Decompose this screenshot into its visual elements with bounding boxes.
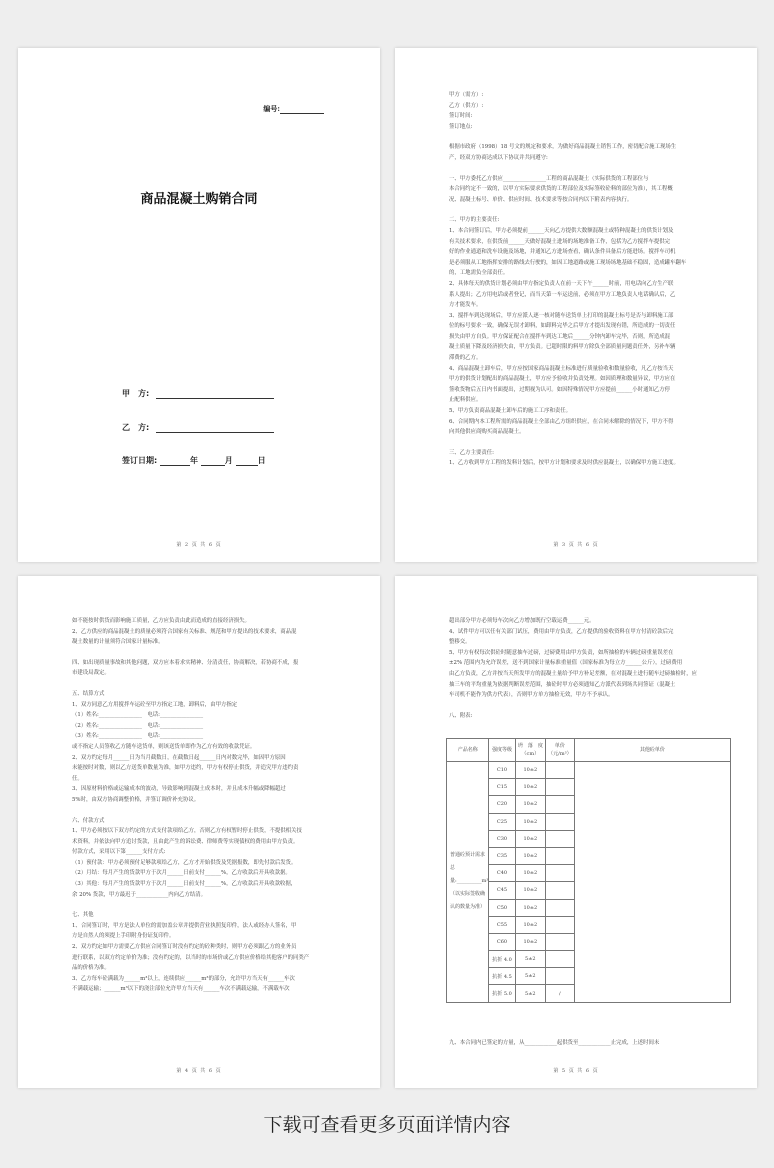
- grade-cell: C60: [489, 933, 515, 950]
- text-line: （1）姓名:________________ 电话:________________: [72, 712, 204, 719]
- slump-cell: 10±2: [515, 916, 545, 933]
- text-line: 损失由甲方自负。甲方保证配合在搅拌车到达工地后______分钟内卸车完毕，否则，所造成混: [449, 333, 671, 340]
- text-line: 本合同约定不一致的，以甲方实际要求供货的工程部位及实际签收砼料的部位为准），其工程概: [449, 186, 673, 193]
- price-cell: [546, 779, 575, 796]
- text-line: 3、搅拌车到达现场后，甲方应派人逐一核对随车送货单上打印的混凝土标号是否与卸料施工部: [449, 312, 674, 319]
- text-line: 2、双方约定每月______日为当月截数日，在截数日起______日内对数完毕，如因甲方原因: [72, 754, 286, 761]
- text-line: （3）其他：每月产生的货款甲方于次月______日前支付______%，乙方收款后开具收款收据，: [72, 881, 297, 888]
- download-caption: 下载可查看更多页面详情内容: [263, 1114, 511, 1136]
- table-header-cell: 单价（元/m³）: [546, 739, 575, 762]
- text-line: 1、甲方必须按以下双方约定的方式支付款项给乙方，否则乙方有权暂时停止供货，不提供相关技: [72, 828, 302, 835]
- text-line: 5、甲方有权每次供砼时随意抽车过磅，过磅费用由甲方负责，如所抽检的车辆过磅重量误差在: [449, 649, 674, 656]
- grade-cell: C40: [489, 865, 515, 882]
- table-header-cell: 其他砼单价: [574, 739, 730, 762]
- text-line: 三、乙方主要责任:: [449, 449, 494, 456]
- contract-number-label: 编号:: [263, 104, 280, 113]
- text-line: 滞费的乙方。: [449, 355, 482, 362]
- slump-cell: 10±2: [515, 779, 545, 796]
- page-footer: 第 2 页 共 6 页: [176, 542, 222, 548]
- text-line: 凝土质量下降及经济损失由，甲方负责。已超时限的料甲方除负全部质量问题责任外，另补车辆: [449, 344, 676, 351]
- text-line: 2、乙方供应的商品混凝土的质量必须符合国家有关标准、规范和甲方提出的技术要求，商品混: [72, 628, 297, 635]
- contract-number: [263, 104, 324, 114]
- text-line: 1、本合同签订后，甲方必须提前______天向乙方提供大数额混凝土或特种混凝土的供货计划及: [449, 227, 674, 234]
- grade-cell: C35: [489, 847, 515, 864]
- page-3-body: [449, 90, 727, 469]
- slump-cell: 10±2: [515, 762, 545, 779]
- page-4: [18, 576, 380, 1088]
- text-line: 七、其他: [72, 912, 94, 919]
- slump-cell: 10±2: [515, 933, 545, 950]
- page-5-body: [449, 616, 727, 721]
- text-line: 是必须服从工地指挥安排的路线去行驶的，如因工地道路或施工现场场地基础不稳固，造成罐车翻车: [449, 259, 687, 266]
- price-cell: [546, 968, 575, 985]
- price-cell: [546, 916, 575, 933]
- page-5: [395, 576, 757, 1088]
- text-line: 由乙方负责，乙方并按当天所发甲方的混凝土量给予甲方补足差额，在对混凝土进行随车过磅抽检时，应: [449, 670, 697, 677]
- text-line: （1）预付款：甲方必须预付足够款项给乙方，乙方才开始供货及凭据报数，即先付款后发货。: [72, 859, 297, 866]
- text-line: 签订时间:: [449, 113, 473, 120]
- text-line: 如不能按时供货而影响施工质量，乙方应负责由此而造成的直接经济损失。: [72, 618, 250, 624]
- page-footer: 第 3 页 共 6 页: [553, 542, 599, 548]
- text-line: 市建设局裁定。: [72, 670, 110, 677]
- text-line: 一、甲方委托乙方供应________________工程的商品混凝土（实际供货的工程部位与: [449, 175, 649, 182]
- slump-cell: 10±2: [515, 796, 545, 813]
- text-line: 乙方（供方）:: [449, 102, 484, 109]
- text-line: 超出部分甲方必须每车次向乙方增加既行空载运费______元。: [449, 618, 595, 624]
- text-line: 2、双方约定如甲方需要乙方供应合同签订时没有约定的砼种类时，则甲方必须跟乙方的业务员: [72, 944, 297, 951]
- party-b-label: 乙 方:: [122, 423, 150, 432]
- slump-cell: 10±2: [515, 830, 545, 847]
- text-line: ±2% 范围内为允许误差，送不到国家计量标准重量值（国家标准为每立方______公斤），过磅费用: [449, 660, 683, 667]
- text-line: 二、甲方的主要责任:: [449, 217, 500, 224]
- grade-cell: C45: [489, 882, 515, 899]
- grade-cell: C10: [489, 762, 515, 779]
- text-line: 5、甲方负责商品混凝土卸车后的施工工序和责任。: [449, 408, 572, 415]
- price-cell: [546, 951, 575, 968]
- grade-cell: C20: [489, 796, 515, 813]
- text-line: 1、乙方收到甲方工程的发料计划后，按甲方计划和要求及时供应混凝土，以确保甲方施工进度。: [449, 460, 679, 467]
- grade-cell: 抗折 4.5: [489, 968, 515, 985]
- text-line: 6、合同期内本工程所需的商品混凝土全部由乙方组织供应，在合同未解除的情况下，甲方不得: [449, 418, 674, 425]
- text-line: 余 20% 货款，甲方最迟于____________内向乙方结清。: [72, 891, 207, 898]
- text-line: 5%时，由双方协商调整价格，并签订调价补充协议。: [72, 796, 200, 803]
- slump-cell: 10±2: [515, 865, 545, 882]
- slump-cell: 5±2: [515, 968, 545, 985]
- text-line: 整移交。: [449, 639, 471, 646]
- text-line: 四、如出现质量事故和其他问题，双方应本着求实精神、分清责任，协商解决，若协商不成，报: [72, 659, 299, 666]
- text-line: 未能按时对数，则以乙方送货单数量为准，如甲方违约，甲方有权停止供货，并追究甲方违约责: [72, 765, 299, 772]
- grade-cell: 抗折 5.0: [489, 985, 515, 1002]
- sign-date-label: 签订日期:: [122, 456, 158, 465]
- party-a-field: [122, 388, 274, 399]
- text-line: 3、乙方每车砼满载为______m³以上，连续供应______m³的部分，允许甲方当天有______车次: [72, 975, 295, 982]
- page-5-after-table: [449, 1038, 727, 1049]
- text-line: 抽三车的平均重量为依据判断误差范围，抽砼时甲方必须通知乙方派代表到场共同签证（混凝土: [449, 681, 676, 688]
- price-cell: [546, 865, 575, 882]
- text-line: 付款方式，采用以下第______支付方式:: [72, 849, 166, 856]
- text-line: 八、附表:: [449, 712, 473, 719]
- page-footer: 第 5 页 共 6 页: [553, 1068, 599, 1074]
- price-cell: /: [546, 985, 575, 1002]
- text-line: （2）姓名:________________ 电话:________________: [72, 722, 204, 729]
- price-cell: [546, 899, 575, 916]
- grade-cell: C25: [489, 813, 515, 830]
- year-label: 年: [190, 456, 198, 465]
- text-line: （2）月结：每月产生的货款甲方于次月______日前支付______%，乙方收款后开具收款据。: [72, 870, 291, 877]
- table-header-cell: 产品名称: [447, 739, 489, 762]
- price-cell: [546, 813, 575, 830]
- text-line: 进行联系，以双方约定单价为准；没有约定的，以当时的市场价或乙方供应价格给其他客户的同类产: [72, 954, 310, 961]
- text-line: 止配料供应。: [449, 397, 482, 404]
- day-label: 日: [257, 456, 266, 465]
- text-line: 签收货物后五日内书面提出，过期视为认可。如因特殊情况甲方应提前______小时通知乙方停: [449, 386, 671, 393]
- text-line: 五、结算方式: [72, 690, 105, 697]
- product-name-cell: 普通砼预计需求总量:__________m³（以实际签收确认的数量为准）: [447, 762, 489, 1003]
- slump-cell: 10±2: [515, 899, 545, 916]
- text-line: 术资料，并依法向甲方追讨货款，且由此产生的诉讼费、律师费等实现债权的费用由甲方负责。: [72, 838, 299, 845]
- table-header-row: [447, 739, 731, 762]
- text-line: 或不指定人员签收乙方随车送货单，则该送货单即作为乙方有效的收款凭证。: [72, 743, 256, 750]
- table-header-cell: 坍 落 度（cm）: [515, 739, 545, 762]
- month-label: 月: [224, 456, 233, 465]
- text-line: 方是自然人的须提上手印附身份证复印件。: [72, 933, 175, 940]
- text-line: 3、因原材料价格或运输成本的波动，导致影响到混凝土成本时，并且成本升幅或降幅超过: [72, 786, 286, 793]
- text-line: 4、商品混凝土卸车后，甲方应按国家商品混凝土标准进行质量验收和数量验收，凡乙方按当天: [449, 365, 674, 372]
- other-price-cell: [574, 762, 730, 1003]
- text-line: 品的价格为准。: [72, 965, 110, 972]
- text-line: 4、试件甲方可以任有关部门试压，费用由甲方负责，乙方提供的验收资料在甲方付清砼款后完: [449, 628, 674, 635]
- slump-cell: 5±2: [515, 985, 545, 1002]
- price-cell: [546, 762, 575, 779]
- grade-cell: C55: [489, 916, 515, 933]
- grade-cell: C50: [489, 899, 515, 916]
- text-line: 系人提出；乙方用电话或者登记，而当天第一车运送前，必须在甲方工地负责人电话确认后，乙: [449, 291, 676, 298]
- after-table-line: 九、本合同内已签定的方量，从____________起供货至____________止完成，上述时间未: [449, 1040, 660, 1046]
- text-line: 1、合同签订时，甲方是法人单位的需加盖公章并提供营业执照复印件，法人或经办人签名，甲: [72, 922, 297, 929]
- text-line: 任。: [72, 775, 83, 782]
- slump-cell: 10±2: [515, 813, 545, 830]
- text-line: 1、双方同意乙方用搅拌车运砼至甲方指定工地，卸料后，由甲方指定: [72, 701, 238, 708]
- table-header-cell: 强度等级: [489, 739, 515, 762]
- text-line: 甲方的供货计划配出的商品混凝土，甲方应予验收并负责处理。如因质理和数量异议，甲方应在: [449, 376, 676, 383]
- text-line: 产，经双方协商达成以下协议并共同遵守:: [449, 154, 548, 161]
- price-cell: [546, 933, 575, 950]
- table-row: [447, 762, 731, 779]
- page-cover: [18, 48, 380, 562]
- price-table: [446, 738, 731, 1003]
- slump-cell: 10±2: [515, 847, 545, 864]
- page-4-body: [72, 616, 350, 995]
- price-cell: [546, 847, 575, 864]
- contract-title: 商品混凝土购销合同: [140, 192, 258, 207]
- sign-date-field: [122, 455, 266, 466]
- text-line: 2、具体每天的供货计划必须由甲方指定负责人在前一天下午______时前，用电话向乙方生产联: [449, 280, 674, 287]
- text-line: 况、混凝土标号、单价、供应时间、技术要求等按合同内以下附表内容执行。: [449, 196, 633, 203]
- party-b-field: [122, 422, 274, 433]
- text-line: 根据市政府（1998）18 号文的规定和要求，为做好商品混凝土销售工作，密切配合施工现场生: [449, 144, 677, 151]
- text-line: 凝土数量的计量须符合国家计量标准。: [72, 639, 164, 646]
- text-line: 有关技术要求，在供货前______天做好混凝土进场的场地准备工作，包括为乙方搅拌车提供完: [449, 238, 671, 245]
- text-line: 方才能发车。: [449, 302, 482, 309]
- text-line: 甲方（需方）:: [449, 92, 484, 98]
- text-line: 向其他供应商购买商品混凝土。: [449, 429, 525, 436]
- grade-cell: C30: [489, 830, 515, 847]
- price-cell: [546, 796, 575, 813]
- grade-cell: 抗折 4.0: [489, 951, 515, 968]
- text-line: 车司机不能作为供方代表），否则甲方单方抽检无效，甲方不予承认。: [449, 692, 614, 699]
- page-footer: 第 4 页 共 6 页: [176, 1068, 222, 1074]
- slump-cell: 10±2: [515, 882, 545, 899]
- page-3: [395, 48, 757, 562]
- slump-cell: 5±2: [515, 951, 545, 968]
- text-line: 六、付款方式: [72, 817, 105, 824]
- party-a-label: 甲 方:: [122, 389, 150, 398]
- grade-cell: C15: [489, 779, 515, 796]
- text-line: 不满载运输；______m³以下的浇注部位允许甲方当天有______车次不满载运输，不满载车次: [72, 986, 290, 993]
- text-line: 好的作业通道和洗车设施及场地，并通知乙方进场查看，确认条件具备后方能进场。搅拌车司机: [449, 249, 676, 256]
- text-line: （3）姓名:________________ 电话:________________: [72, 733, 204, 740]
- text-line: 签订地点:: [449, 123, 473, 130]
- price-cell: [546, 882, 575, 899]
- price-cell: [546, 830, 575, 847]
- text-line: 位的标号要求一致，确保无误才卸料，如卸料完毕之后甲方才提出发现有错，所造成的一切责任: [449, 323, 676, 330]
- text-line: 的，工地需负全部责任。: [449, 270, 509, 277]
